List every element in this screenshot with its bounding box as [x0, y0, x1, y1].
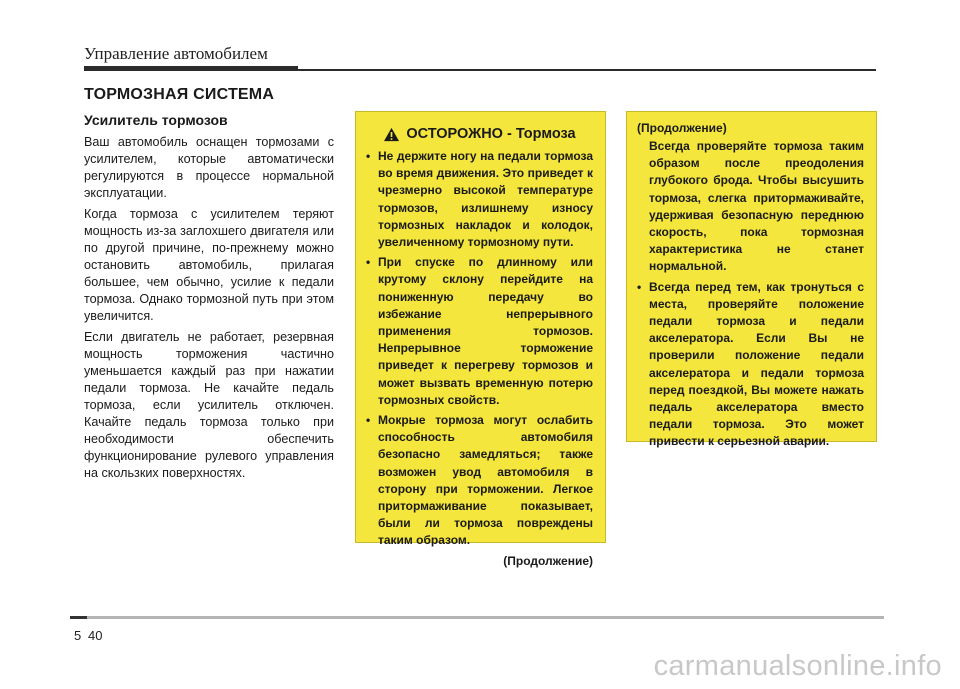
warning-list	[366, 148, 593, 550]
continuation-paragraph: Всегда проверяйте тормоза таким образом после преодоления глубокого брода. Чтобы высушить тормоза, слегка притормаживайте, удерживая безопасную переднюю скорость, пока тормозная характеристика не станет нормальной.	[649, 139, 864, 274]
body-paragraph: Ваш автомобиль оснащен тормозами с усилителем, которые автоматически регулируются в процессе нормальной эксплуатации.	[84, 135, 334, 200]
header-rule-thick	[84, 66, 298, 71]
warning-item: • При спуске по длинному или крутому склону перейдите на пониженную передачу во избежание непрерывного применения тормозов. Непрерывное торможение приведет к перегреву тормозов и может вызвать временную потерю тормозных свойств.	[366, 254, 593, 409]
continued-label: (Продолжение)	[503, 553, 593, 568]
continuation-box	[626, 111, 877, 449]
continuation-item: • Всегда перед тем, как тронуться с места, проверяйте положение педали тормоза и педали акселератора. Если Вы не проверили положение педали акселератора и педали тормоза перед поездкой, Вы можете нажать педаль акселератора вместо педали тормоза. Это может привести к серьезной аварии.	[637, 279, 864, 451]
page-number: 40	[88, 628, 103, 643]
footer-rule	[70, 616, 884, 619]
header-rule-thin	[298, 69, 876, 71]
body-paragraph: Если двигатель не работает, резервная мощность торможения частично уменьшается каждый раз при нажатии педали тормоза. Не качайте педаль тормоза, если усилитель отключен. Качайте педаль тормоза только при необходимости обеспечить функционирование рулевого управления на скользких поверхностях.	[84, 330, 334, 480]
watermark: carmanualsonline.info	[653, 650, 942, 682]
continuation-label: (Продолжение)	[637, 121, 727, 135]
warning-item: • Мокрые тормоза могут ослабить способность автомобиля безопасно замедляться; также возможен увод автомобиля в сторону при торможении. Легкое притормаживание показывает, были ли тормоза повреждены таким образом.	[366, 412, 593, 550]
body-column	[84, 112, 334, 486]
warning-title-text: ОСТОРОЖНО - Тормоза	[406, 126, 576, 142]
warning-item: • Не держите ногу на педали тормоза во время движения. Это приведет к чрезмерно высокой температуре тормозов, излишнему износу тормозных накладок и колодок, увеличенному тормозному пути.	[366, 148, 593, 251]
section-title: ТОРМОЗНАЯ СИСТЕМА	[84, 86, 275, 103]
subheading: Усилитель тормозов	[84, 112, 228, 128]
warning-box	[355, 111, 606, 568]
continuation-list	[637, 279, 864, 451]
chapter-number: 5	[74, 628, 82, 643]
warning-title	[366, 126, 593, 142]
warning-triangle-icon	[383, 127, 400, 142]
chapter-title: Управление автомобилем	[84, 44, 268, 63]
footer-rule-accent	[70, 616, 87, 619]
body-paragraph: Когда тормоза с усилителем теряют мощность из-за заглохшего двигателя или по другой причине, по-прежнему можно остановить автомобиль, прилагая большее, чем обычно, усилие к педали тормоза. Однако тормозной путь при этом увеличится.	[84, 207, 334, 323]
